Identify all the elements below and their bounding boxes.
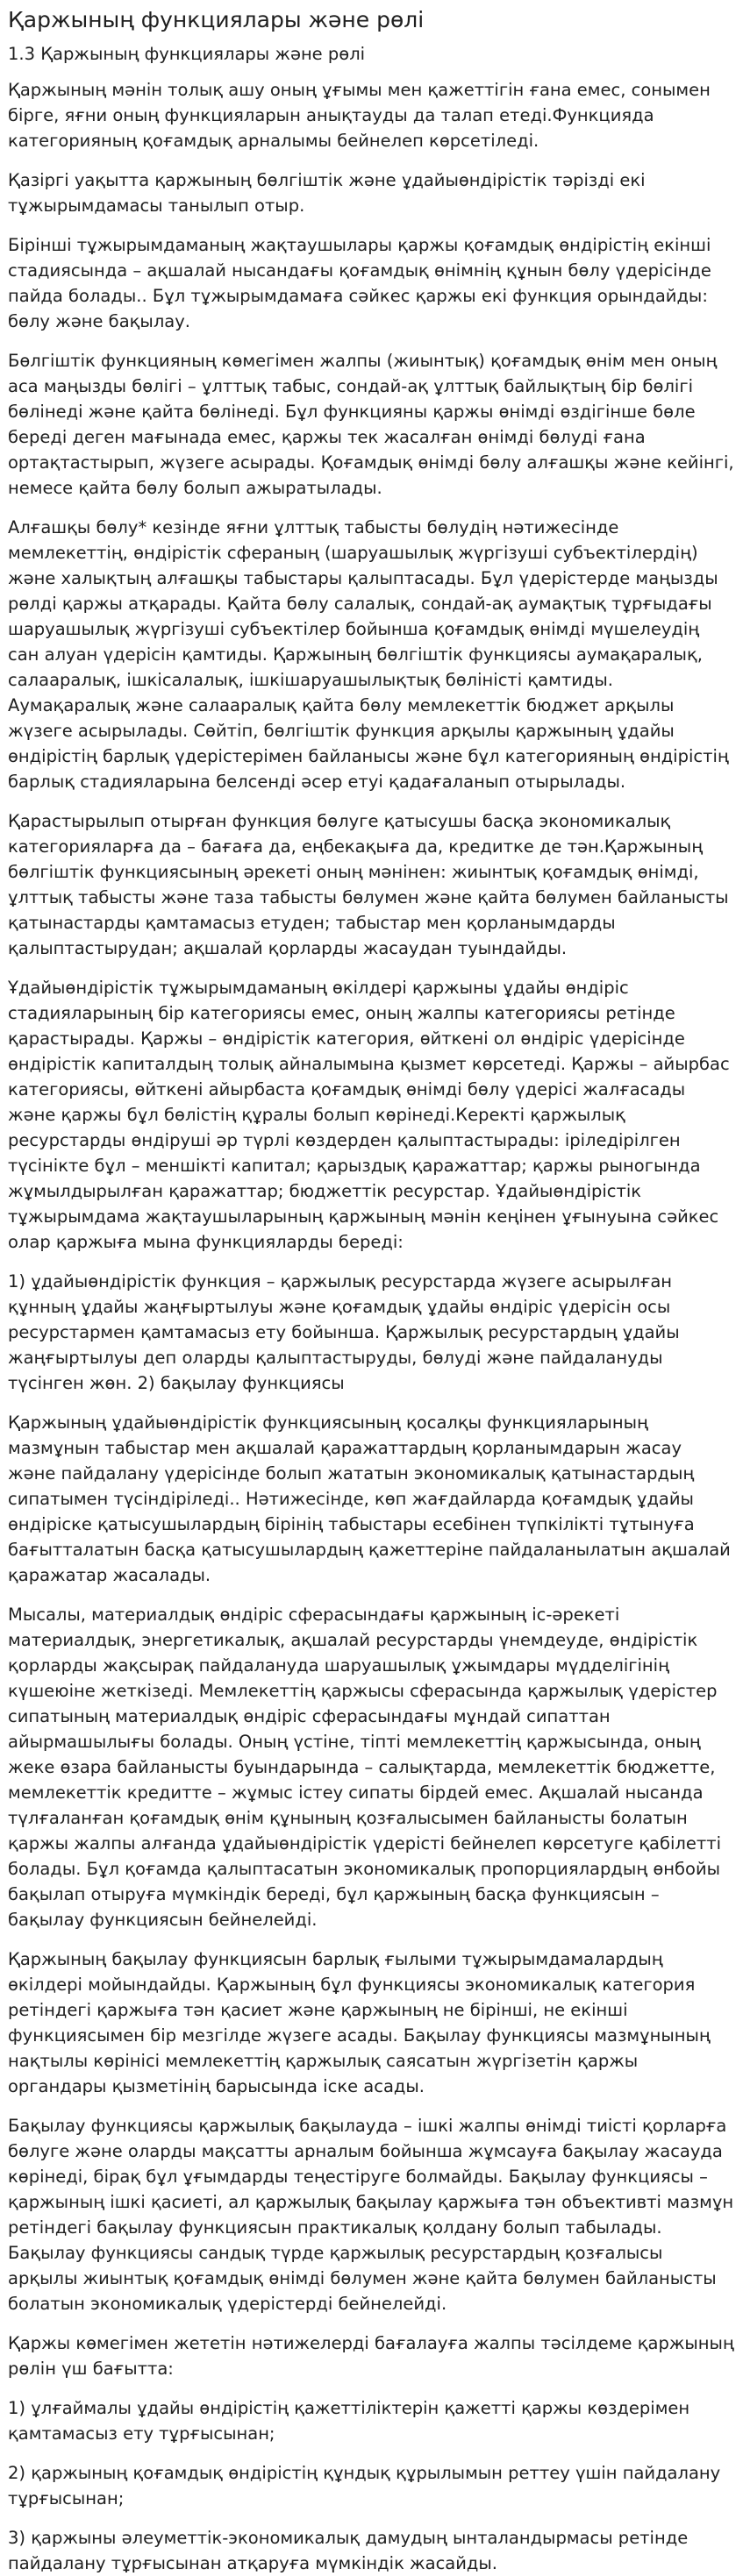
paragraph-15: 2) қаржының қоғамдық өндірістің құндық құрылымын реттеу үшін пайдалану тұрғысынан;	[8, 2463, 721, 2508]
paragraph-9: Қаржының ұдайыөндірістік функциясының қосалқы функцияларының мазмұнын табыстар мен ақшалай қаражаттардың қорланымдарын жасау және пайдалану үдерісінде болып жататын экономикалық қатынастардың сипатымен түсіндіріледі.. Нәтижесінде, көп жағдайларда қоғамдық ұдайы өндіріске қатысушылардың бірінің табыстары есебінен түпкілікті тұтынуға бағытталатын басқа қатысушылардың қажеттеріне пайдаланылатын ақшалай қаражатар жасалады.	[8, 1413, 731, 1585]
paragraph-4: Бөлгіштік функцияның көмегімен жалпы (жиынтық) қоғамдық өнім мен оның аса маңызды бөлігі – ұлттық табыс, сондай-ақ ұлттық байлықтың бір бөлігі бөлінеді және қайта бөлінеді. Бұл функцияны қаржы өнімді өздігінше бөле береді деген мағынада емес, қаржы тек жасалған өнімді бөлуді ғана ортақтастырып, жүзеге асырады. Қоғамдық өнімді бөлу алғашқы және кейінгі, немесе қайта бөлу болып ажыратылады.	[8, 351, 734, 498]
paragraph-5: Алғашқы бөлу* кезінде яғни ұлттық табысты бөлудің нәтижесінде мемлекеттің, өндірістік сфераның (шаруашылық жүргізуші субъектілердің) және халықтың алғашқы табыстары қалыптасады. Бұл үдерістерде маңызды рөлді қаржы атқарады. Қайта бөлу салалық, сондай-ақ аумақтық тұрғыдағы шаруашылық жүргізуші субъектілер бойынша қоғамдық өнімді мүшелеудің сан алуан үдерісін қамтиды. Қаржының бөлгіштік функциясы аумақаралық, салааралық, ішкісалалық, ішкішаруашылықтық бөліністі қамтиды. Аумақаралық және салааралық қайта бөлу мемлекеттік бюджет арқылы жүзеге асырылады. Сөйтіп, бөлгіштік функция арқылы қаржының ұдайы өндірістің барлық үдерістерімен байланысы және бұл категорияның өндірістің барлық стадияларына белсенді әсер етуі қадағаланып отырылады.	[8, 517, 729, 792]
section-subtitle: 1.3 Қаржының функциялары және рөлі	[8, 44, 366, 64]
paragraph-8: 1) ұдайыөндірістік функция – қаржылық ресурстарда жүзеге асырылған құнның ұдайы жаңғыртылуы және қоғамдық ұдайы өндіріс үдерісін осы ресурстармен қамтамасыз ету бойынша. Қаржылық ресурстардың ұдайы жаңғыртылуы деп оларды қалыптастыруды, бөлуді және пайдалануды түсінген жөн. 2) бақылау функциясы	[8, 1271, 680, 1393]
paragraph-7: Ұдайыөндірістік тұжырымдаманың өкілдері қаржыны ұдайы өндіріс стадияларының бір категориясы емес, оның жалпы категориясы ретінде қарастырады. Қаржы – өндірістік категория, өйткені ол өндіріс үдерісінде өндірістік капиталдың толық айналымына қызмет көрсетеді. Қаржы – айырбас категориясы, өйткені айырбаста қоғамдық өнімді бөлу үдерісі жалғасады және қаржы бұл бөліcтің құралы болып көрінеді.Керекті қаржылық ресурстарды өндіруші әр түрлі көздерден қалыптастырады: іріледірілген түсінікте бұл – меншікті капитал; қарыздық қаражаттар; қаржы рыногында жұмылдырылған қаражаттар; бюджеттік ресурстар. Ұдайыөндірістік тұжырымдама жақтаушыларының қаржының мәнін кеңінен ұғынуына сәйкес олар қаржыға мына функцияларды береді:	[8, 978, 730, 1252]
paragraph-6: Қарастырылып отырған функция бөлуге қатысушы басқа экономикалық категорияларға да – бағаға да, еңбекақыға да, кредитке де тән.Қаржының бөлгіштік функциясының әрекеті оның мәнінен: жиынтық қоғамдық өнімді, ұлттық табысты және таза табысты бөлумен және қайта бөлумен байланысты қатынастарды қамтамасыз етуден; табыстар мен қорланымдарды қалыптастырудан; ақшалай қорларды жасаудан туындайды.	[8, 811, 729, 958]
paragraph-10: Мысалы, материалдық өндіріс сферасындағы қаржының іс-әрекеті материалдық, энергетикалық, ақшалай ресурстарды үнемдеуде, өндірістік қорларды жақсырақ пайдалануда шаруашылық ұжымдары мүдделігінің күшеюіне жеткізеді. Мемлекеттің қаржысы сферасында қаржылық үдерістер сипатының материалдық өндіріс сферасындағы мұндай сипаттан айырмашылығы болады. Оның үстіне, тіпті мемлекеттің қаржысында, оның жеке өзара байланысты буындарында – салықтарда, мемлекеттік бюджетте, мемлекеттік кредитте – жұмыс істеу сипаты бірдей емес. Ақшалай нысанда түлғаланған қоғамдық өнім құнының қозғалысымен байланысты болатын қаржы жалпы алғанда ұдайыөндірістік үдерісті бейнелеп көрсетуге қабілетті болады. Бұл қоғамда қалыптасатын экономикалық пропорциялардың өнбойы бақылап отыруға мүмкіндік береді, бұл қаржының басқа функциясын – бақылау функциясын бейнелейді.	[8, 1605, 722, 1930]
paragraph-11: Қаржының бақылау функциясын барлық ғылыми тұжырымдамалардың өкілдері мойындайды. Қаржының бұл функциясы экономикалық категория ретіндегі қаржыға тән қасиет және қаржының не бірінші, не екінші функциясымен бір мезгілде жүзеге асады. Бақылау функциясы мазмұнының нақтылы көрінісі мемлекеттің қаржылық саясатын жүргізетін қаржы органдары қызметінің барысында іске асады.	[8, 1949, 711, 2096]
paragraph-16: 3) қаржыны әлеуметтік-экономикалық дамудың ынталандырмасы ретінде пайдалану тұрғысынан атқаруға мүмкіндік жасайды.	[8, 2528, 689, 2573]
paragraph-1: Қаржының мәнін толық ашу оның ұғымы мен қажеттігін ғана емес, сонымен бірге, яғни оның функцияларын анықтауды да талап етеді.Функцияда категорияның қоғамдық арналымы бейнелеп көрсетіледі.	[8, 80, 711, 151]
paragraph-13: Қаржы көмегімен жететін нәтижелерді бағалауға жалпы тәсілдеме қаржының рөлін үш бағытта:	[8, 2333, 734, 2379]
page-title: Қаржының функциялары және рөлі	[8, 7, 425, 32]
paragraph-3: Бірінші тұжырымдаманың жақтаушылары қаржы қоғамдық өндірістің екінші стадиясында – ақшалай нысандағы қоғамдық өнімнің құнын бөлу үдерісінде пайда болады.. Бұл тұжырымдамаға сәйкес қаржы екі функция орындайды: бөлу және бақылау.	[8, 235, 711, 331]
paragraph-2: Қазіргі уақытта қаржының бөлгіштік және ұдайыөндірістік тәрізді екі тұжырымдамасы танылып отыр.	[8, 170, 646, 216]
paragraph-12: Бақылау функциясы қаржылық бақылауда – ішкі жалпы өнімді тиісті қорларға бөлуге және оларды мақсатты арналым бойынша жұмсауға бақылау жасауда көрінеді, бірақ бұл ұғымдарды теңестіруге болмайды. Бақылау функциясы – қаржының ішкі қасиеті, ал қаржылық бақылау қаржыға тән объективті мазмұн ретіндегі бақылау функциясын практикалық қолдану болып табылады. Бақылау функциясы сандық түрде қаржылық ресурстардың қозғалысы арқылы жиынтық қоғамдық өнімді бөлумен және қайта бөлумен байланысты болатын экономикалық үдерістерді бейнелейді.	[8, 2116, 734, 2314]
paragraph-14: 1) ұлғаймалы ұдайы өндірістің қажеттіліктерін қажетті қаржы көздерімен қамтамасыз ету тұрғысынан;	[8, 2398, 690, 2444]
